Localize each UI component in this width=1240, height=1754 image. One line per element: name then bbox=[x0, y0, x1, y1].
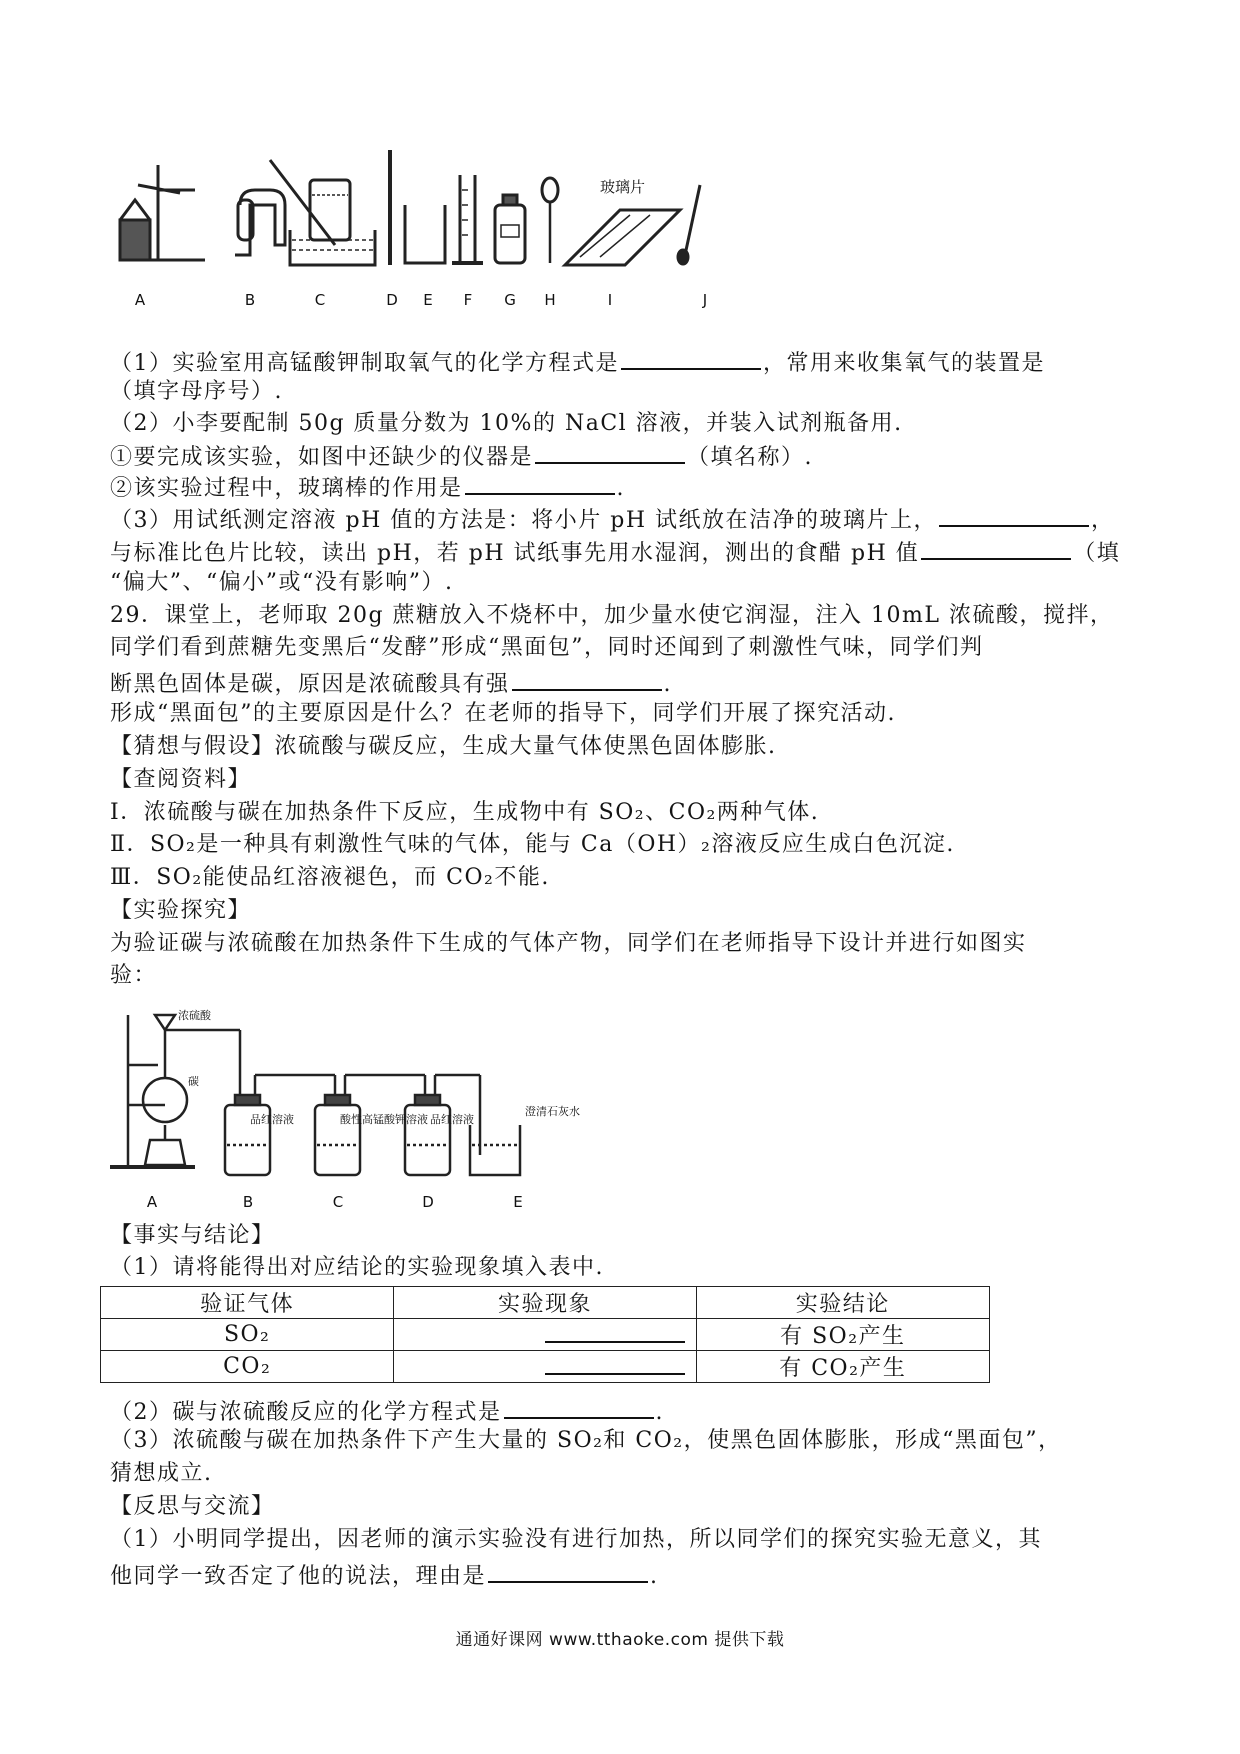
q29-text-2: 同学们看到蔗糖先变黑后“发酵”形成“黑面包”，同时还闻到了刺激性气味，同学们判 bbox=[110, 635, 984, 660]
reference-1 bbox=[110, 799, 819, 827]
table-header-row bbox=[101, 1287, 990, 1319]
page-footer: 通通好课网 www.tthaoke.com 提供下载 bbox=[455, 1630, 785, 1650]
q29-text-1: 29．课堂上，老师取 20g 蔗糖放入不烧杯中，加少量水使它润湿，注入 10mL 浓硫酸，搅拌， bbox=[110, 603, 1114, 628]
q29-line2 bbox=[110, 634, 984, 662]
reflect-text-2a: 他同学一致否定了他的说法，理由是 bbox=[110, 1564, 487, 1589]
fig1-label-b: B bbox=[244, 291, 256, 309]
answer-blank bbox=[488, 1559, 648, 1583]
q28-p22-text-a: ②该实验过程中，玻璃棒的作用是 bbox=[110, 476, 463, 501]
fig2-label-b: B bbox=[242, 1193, 254, 1211]
fig1-label-i: I bbox=[607, 291, 613, 309]
reflect-line1 bbox=[110, 1526, 1042, 1554]
reference-title-text: 【查阅资料】 bbox=[110, 767, 252, 792]
apparatus-figure-1 bbox=[110, 145, 760, 320]
facts-q3-text-2: 猜想成立. bbox=[110, 1461, 213, 1486]
fig2-label-c: C bbox=[332, 1193, 344, 1211]
q28-p1-text-b: ，常用来收集氧气的装置是 bbox=[763, 351, 1046, 376]
q28-part3-line3 bbox=[110, 569, 453, 597]
q29-text-3a: 断黑色固体是碳，原因是浓硫酸具有强 bbox=[110, 672, 510, 697]
q28-part1-line1 bbox=[110, 346, 1045, 378]
reflect-text-1: （1）小明同学提出，因老师的演示实验没有进行加热，所以同学们的探究实验无意义，其 bbox=[110, 1527, 1043, 1552]
q28-part2-2 bbox=[110, 471, 625, 503]
table-cell-phenomenon bbox=[394, 1319, 696, 1351]
bottle-b-label: 品红溶液 bbox=[250, 1113, 294, 1126]
q28-p21-text-a: ①要完成该实验，如图中还缺少的仪器是 bbox=[110, 445, 534, 470]
fig1-label-g: G bbox=[504, 291, 516, 309]
answer-blank bbox=[621, 346, 761, 370]
table-cell-gas: CO₂ bbox=[101, 1351, 394, 1383]
hypothesis bbox=[110, 733, 777, 761]
fig1-label-j: J bbox=[702, 291, 708, 309]
reference-3 bbox=[110, 864, 550, 892]
facts-q1-text: （1）请将能得出对应结论的实验现象填入表中. bbox=[110, 1255, 604, 1280]
q28-p3-text-e: “偏大”、“偏小”或“没有影响”）. bbox=[110, 570, 454, 595]
facts-q1 bbox=[110, 1254, 604, 1282]
fig1-label-c: C bbox=[314, 291, 326, 309]
q28-p21-text-b: （填名称）. bbox=[687, 445, 814, 470]
facts-q2-text-a: （2）碳与浓硫酸反应的化学方程式是 bbox=[110, 1400, 502, 1425]
experiment-text-2: 验： bbox=[110, 963, 158, 988]
table-header: 实验现象 bbox=[394, 1287, 696, 1319]
table-cell-phenomenon bbox=[394, 1351, 696, 1383]
results-table bbox=[100, 1286, 990, 1383]
q29-line4 bbox=[110, 700, 896, 728]
facts-q3-line2 bbox=[110, 1460, 213, 1488]
table-header: 实验结论 bbox=[696, 1287, 989, 1319]
q28-part1-line2 bbox=[110, 378, 283, 406]
q28-p1-text-c: （填字母序号）. bbox=[110, 379, 283, 404]
q29-text-4: 形成“黑面包”的主要原因是什么？在老师的指导下，同学们开展了探究活动. bbox=[110, 701, 896, 726]
answer-blank bbox=[465, 471, 615, 495]
table-cell-conclusion: 有 SO₂产生 bbox=[696, 1319, 989, 1351]
fig2-label-d: D bbox=[422, 1193, 434, 1211]
experiment-title-text: 【实验探究】 bbox=[110, 898, 252, 923]
hypothesis-text: 【猜想与假设】浓硫酸与碳反应，生成大量气体使黑色固体膨胀. bbox=[110, 734, 777, 759]
facts-q3-text-1: （3）浓硫酸与碳在加热条件下产生大量的 SO₂和 CO₂，使黑色固体膨胀，形成“黑面包”， bbox=[110, 1428, 1062, 1453]
beaker-e-label: 澄清石灰水 bbox=[525, 1105, 580, 1118]
fig2-label-e: E bbox=[513, 1193, 523, 1211]
experiment-title bbox=[110, 897, 251, 925]
experiment-text-1: 为验证碳与浓硫酸在加热条件下生成的气体产物，同学们在老师指导下设计并进行如图实 bbox=[110, 931, 1027, 956]
experiment-line2 bbox=[110, 962, 157, 990]
table-cell-conclusion: 有 CO₂产生 bbox=[696, 1351, 989, 1383]
fig1-label-h: H bbox=[544, 291, 556, 309]
experiment-line1 bbox=[110, 930, 1027, 958]
bottle-d-label: 品红溶液 bbox=[430, 1113, 474, 1126]
facts-q2-text-b: . bbox=[655, 1400, 664, 1425]
answer-blank bbox=[535, 440, 685, 464]
answer-blank bbox=[545, 1321, 685, 1343]
fig2-label-a: A bbox=[146, 1193, 158, 1211]
q28-p3-text-c: 与标准比色片比较，读出 pH，若 pH 试纸事先用水湿润，测出的食醋 pH 值 bbox=[110, 541, 920, 566]
fig1-label-d: D bbox=[386, 291, 398, 309]
answer-blank bbox=[921, 536, 1071, 560]
q28-part3-line1 bbox=[110, 503, 1115, 535]
answer-blank bbox=[939, 503, 1089, 527]
q29-text-3b: . bbox=[663, 672, 673, 697]
q28-p1-text-a: （1）实验室用高锰酸钾制取氧气的化学方程式是 bbox=[110, 351, 619, 376]
answer-blank bbox=[512, 667, 662, 691]
reference-1-text: Ⅰ．浓硫酸与碳在加热条件下反应，生成物中有 SO₂、CO₂两种气体. bbox=[110, 800, 820, 825]
apparatus-figure-2 bbox=[110, 995, 640, 1215]
glass-slide-label: 玻璃片 bbox=[600, 178, 646, 196]
reference-2-text: Ⅱ．SO₂是一种具有刺激性气味的气体，能与 Ca（OH）₂溶液反应生成白色沉淀. bbox=[110, 832, 955, 857]
carbon-label: 碳 bbox=[188, 1075, 199, 1088]
facts-title bbox=[110, 1222, 275, 1250]
q28-p22-text-b: . bbox=[616, 476, 626, 501]
q28-part3-line2 bbox=[110, 536, 1120, 568]
q29-line3 bbox=[110, 667, 672, 699]
q28-p3-text-d: （填 bbox=[1073, 541, 1121, 566]
fig1-label-f: F bbox=[463, 291, 473, 309]
table-cell-gas: SO₂ bbox=[101, 1319, 394, 1351]
q29-line1 bbox=[110, 602, 1114, 630]
reference-title bbox=[110, 766, 251, 794]
q28-part2 bbox=[110, 410, 903, 438]
table-header: 验证气体 bbox=[101, 1287, 394, 1319]
answer-blank bbox=[545, 1353, 685, 1375]
reflect-title bbox=[110, 1493, 275, 1521]
facts-q3-line1 bbox=[110, 1427, 1062, 1455]
facts-q2 bbox=[110, 1395, 664, 1427]
bottle-c-label: 酸性高锰酸钾溶液 bbox=[340, 1113, 428, 1126]
fig1-label-e: E bbox=[423, 291, 433, 309]
q28-p2-text: （2）小李要配制 50g 质量分数为 10%的 NaCl 溶液，并装入试剂瓶备用. bbox=[110, 411, 903, 436]
answer-blank bbox=[504, 1395, 654, 1419]
q28-part2-1 bbox=[110, 440, 813, 472]
q28-p3-text-a: （3）用试纸测定溶液 pH 值的方法是：将小片 pH 试纸放在洁净的玻璃片上， bbox=[110, 508, 938, 533]
reflect-title-text: 【反思与交流】 bbox=[110, 1494, 275, 1519]
table-row bbox=[101, 1351, 990, 1383]
fig1-label-a: A bbox=[134, 291, 146, 309]
acid-label: 浓硫酸 bbox=[178, 1009, 211, 1022]
q28-p3-text-b: ， bbox=[1091, 508, 1115, 533]
reflect-text-2b: . bbox=[650, 1564, 659, 1589]
table-row bbox=[101, 1319, 990, 1351]
facts-title-text: 【事实与结论】 bbox=[110, 1223, 275, 1248]
reference-2 bbox=[110, 831, 955, 859]
reference-3-text: Ⅲ．SO₂能使品红溶液褪色，而 CO₂不能. bbox=[110, 865, 550, 890]
reflect-line2 bbox=[110, 1559, 659, 1591]
